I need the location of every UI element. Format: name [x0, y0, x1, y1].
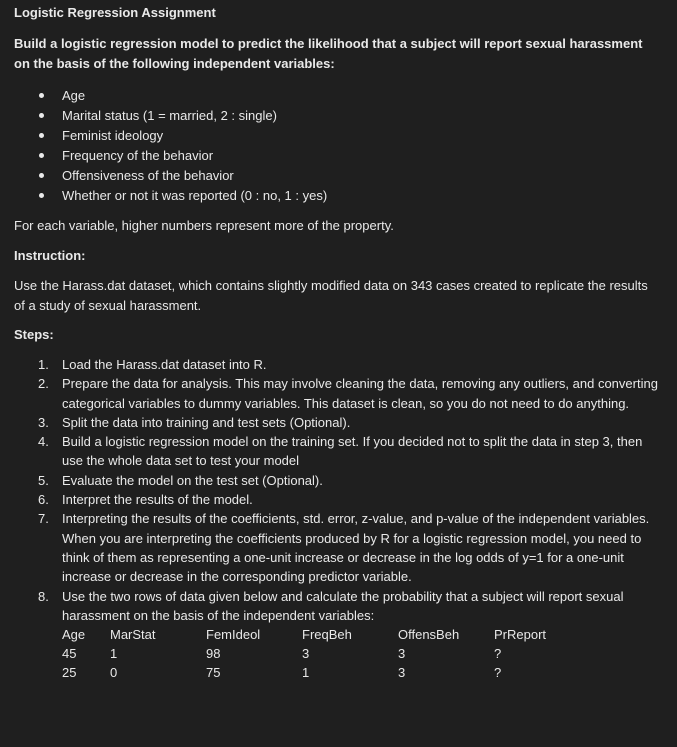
table-header-cell: Age [62, 627, 86, 643]
step-text: Build a logistic regression model on the training set. If you decided not to split the data in step 3, then use the whole data set to test your model [62, 434, 643, 469]
list-item-text: Feminist ideology [62, 128, 164, 143]
step-number: 5. [38, 472, 49, 488]
table-header-cell: PrReport [494, 627, 547, 643]
table-cell: ? [494, 665, 502, 681]
step-number: 7. [38, 511, 49, 527]
step-text: Interpreting the results of the coefficients, std. error, z-value, and p-value of the independent variables. When you are interpreting the coefficients produced by R for a logistic regression model, you need to think of them as representing a one-unit increase or decrease in the log odds of y=1 for a one-unit increase or decrease in the corresponding predictor variable. [62, 511, 650, 585]
variables-note: For each variable, higher numbers represent more of the property. [14, 218, 394, 233]
table-cell: 3 [398, 646, 406, 662]
step-number: 6. [38, 492, 49, 508]
bullet-icon [39, 173, 44, 178]
steps-heading: Steps: [14, 327, 54, 342]
step-item [14, 432, 661, 471]
list-item [14, 106, 661, 126]
table-row [62, 644, 574, 663]
step-text: Interpret the results of the model. [62, 492, 253, 508]
variables-list [14, 86, 661, 206]
table-cell: 75 [206, 665, 221, 681]
list-item [14, 166, 661, 186]
step-item [14, 413, 661, 432]
bullet-icon [39, 193, 44, 198]
table-cell: 98 [206, 646, 221, 662]
table-cell: 0 [110, 665, 118, 681]
data-rows-table [62, 625, 574, 682]
step-number: 4. [38, 434, 49, 450]
bullet-icon [39, 133, 44, 138]
table-cell: ? [494, 646, 502, 662]
table-header-row [62, 625, 574, 644]
step-number: 1. [38, 357, 49, 372]
step-number: 3. [38, 414, 49, 430]
step-text: Load the Harass.dat dataset into R. [62, 357, 267, 372]
step-item [14, 490, 661, 509]
step-text: Prepare the data for analysis. This may involve cleaning the data, removing any outliers, and converting categorical variables to dummy variables. This dataset is clean, so you do not need to do anything. [62, 376, 658, 411]
table-cell: 25 [62, 665, 77, 681]
step-text: Use the two rows of data given below and calculate the probability that a subject will report sexual harassment on the basis of the independent variables: [62, 588, 624, 623]
step-number: 8. [38, 588, 49, 604]
document-title: Logistic Regression Assignment [14, 5, 216, 20]
list-item [14, 186, 661, 206]
list-item-text: Marital status (1 = married, 2 : single) [62, 108, 277, 123]
bullet-icon [39, 153, 44, 158]
step-item [14, 374, 661, 413]
table-header-cell: FreqBeh [302, 627, 352, 643]
step-text: Evaluate the model on the test set (Optional). [62, 472, 323, 488]
table-cell: 1 [302, 665, 310, 681]
step-item [14, 471, 661, 490]
list-item-text: Offensiveness of the behavior [62, 168, 234, 183]
table-cell: 3 [302, 646, 310, 662]
table-header-cell: FemIdeol [206, 627, 261, 643]
list-item [14, 86, 661, 106]
intro-paragraph: Build a logistic regression model to predict the likelihood that a subject will report sexual harassment on the basis of the following independent variables: [14, 36, 643, 71]
steps-list [14, 355, 661, 625]
table-header-cell: MarStat [110, 627, 156, 643]
list-item-text: Frequency of the behavior [62, 148, 214, 163]
step-item [14, 509, 661, 586]
table-cell: 1 [110, 646, 118, 662]
table-row [62, 663, 574, 682]
step-number: 2. [38, 376, 49, 392]
step-item [14, 587, 661, 626]
list-item-text: Whether or not it was reported (0 : no, 1 : yes) [62, 188, 328, 203]
list-item [14, 146, 661, 166]
list-item [14, 126, 661, 146]
bullet-icon [39, 93, 44, 98]
instruction-text: Use the Harass.dat dataset, which contains slightly modified data on 343 cases created to replicate the results of a study of sexual harassment. [14, 278, 648, 313]
list-item-text: Age [62, 88, 86, 103]
step-text: Split the data into training and test sets (Optional). [62, 414, 351, 430]
table-cell: 45 [62, 646, 77, 662]
instruction-heading: Instruction: [14, 248, 86, 263]
table-cell: 3 [398, 665, 406, 681]
bullet-icon [39, 113, 44, 118]
step-item [14, 355, 661, 374]
table-header-cell: OffensBeh [398, 627, 460, 643]
